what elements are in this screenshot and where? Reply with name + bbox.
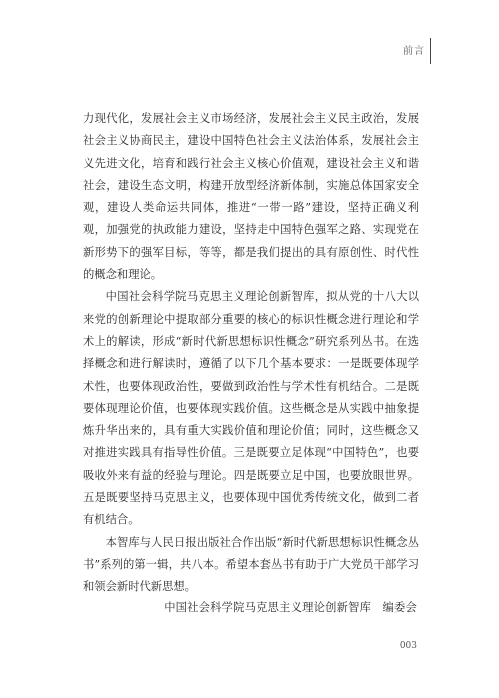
paragraph-3: 本智库与人民日报出版社合作出版“新时代新思想标识性概念丛书”系列的第一辑，共八本。希望本套丛书有助于广大党员干部学习和领会新时代新思想。 xyxy=(83,535,419,594)
body-text xyxy=(83,108,419,599)
paragraph-1: 力现代化，发展社会主义市场经济，发展社会主义民主政治，发展社会主义协商民主，建设中国特色社会主义法治体系，发展社会主义先进文化，培育和践行社会主义核心价值观，建设社会主义和谐社会，建设生态文明，构建开放型经济新体制，实施总体国家安全观，建设人类命运共同体，推进“一带一路”建设，坚持正确义利观，加强党的执政能力建设，坚持走中国特色强军之路、实现党在新形势下的强军目标，等等，都是我们提出的具有原创性、时代性的概念和理论。 xyxy=(83,112,419,282)
page-number: 003 xyxy=(399,641,417,651)
paragraph-2: 中国社会科学院马克思主义理论创新智库，拟从党的十八大以来党的创新理论中提取部分重要的核心的标识性概念进行理论和学术上的解读，形成“新时代新思想标识性概念”研究系列丛书。在选择概念和进行解读时，遵循了以下几个基本要求：一是既要体现学术性，也要体现政治性，要做到政治性与学术性有机结合。二是既要体现理论价值，也要体现实践价值。这些概念是从实践中抽象提炼升华出来的，具有重大实践价值和理论价值；同时，这些概念又对推进实践具有指导性价值。三是既要立足体现“中国特色”，也要吸收外来有益的经验与理论。四是既要立足中国，也要放眼世界。五是既要坚持马克思主义，也要体现中国优秀传统文化，做到二者有机结合。 xyxy=(83,290,419,527)
running-header-title: 前言 xyxy=(403,46,425,57)
signature: 中国社会科学院马克思主义理论创新智库 编委会 xyxy=(164,601,417,614)
header-rule xyxy=(430,38,431,64)
running-header xyxy=(403,42,425,57)
